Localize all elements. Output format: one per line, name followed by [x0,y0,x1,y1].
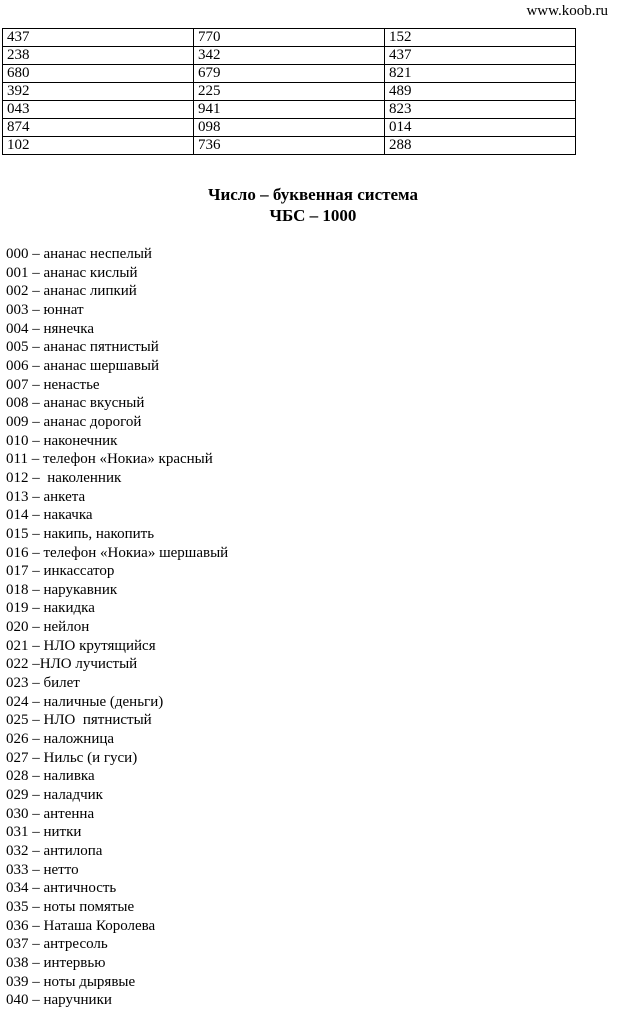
list-item: 017 – инкассатор [6,563,115,580]
list-item: 038 – интервью [6,954,106,971]
list-item: 009 – ананас дорогой [6,413,142,430]
table-row [3,29,576,47]
section-title [0,184,620,226]
table-cell: 014 [385,119,576,137]
list-item: 008 – ананас вкусный [6,395,145,412]
list-item: 002 – ананас липкий [6,283,137,300]
site-url: www.koob.ru [526,3,608,19]
list-item: 023 – билет [6,675,80,692]
table-row [3,137,576,155]
list-item: 014 – накачка [6,507,93,524]
list-item: 019 – накидка [6,600,95,617]
table-row [3,119,576,137]
list-item: 012 – наколенник [6,469,122,486]
list-item: 016 – телефон «Нокиа» шершавый [6,544,229,561]
list-item: 026 – наложница [6,731,115,748]
list-item: 006 – ананас шершавый [6,357,160,374]
list-item: 037 – антресоль [6,936,108,953]
list-item: 018 – нарукавник [6,581,118,598]
list-item: 034 – античность [6,880,117,897]
list-item: 032 – антилопа [6,843,103,859]
table-cell: 225 [194,83,385,101]
table-cell: 679 [194,65,385,83]
table-row [3,101,576,119]
table-cell: 437 [385,47,576,65]
list-item: 020 – нейлон [6,619,90,636]
list-item: 011 – телефон «Нокиа» красный [6,451,213,468]
table-cell: 098 [194,119,385,137]
table-cell: 342 [194,47,385,65]
list-item: 021 – НЛО крутящийся [6,637,156,654]
list-item: 028 – наливка [6,768,95,785]
code-list [6,245,228,1010]
section-title-line-1: Число – буквенная система [207,185,418,204]
list-item: 040 – наручники [6,992,112,1009]
list-item: 015 – накипь, накопить [6,525,155,542]
number-table [2,28,576,155]
list-item: 025 – НЛО пятнистый [6,712,152,729]
list-item: 003 – юннат [6,301,84,318]
list-item: 005 – ананас пятнистый [6,339,159,356]
table-cell: 941 [194,101,385,119]
table-row [3,83,576,101]
list-item: 031 – нитки [6,824,82,841]
table-cell: 821 [385,65,576,83]
table-cell: 152 [385,29,576,47]
list-item: 039 – ноты дырявые [6,973,136,990]
table-cell: 437 [3,29,194,47]
list-item: 000 – ананас неспелый [6,246,152,262]
list-item: 022 –НЛО лучистый [6,656,138,673]
list-item: 035 – ноты помятые [6,898,135,915]
list-item: 024 – наличные (деньги) [6,693,164,710]
table-cell: 823 [385,101,576,119]
table-cell: 043 [3,101,194,119]
list-item: 001 – ананас кислый [6,264,138,281]
list-item: 010 – наконечник [6,432,118,449]
list-item: 036 – Наташа Королева [6,917,156,934]
table-cell: 770 [194,29,385,47]
table-row [3,65,576,83]
table-cell: 288 [385,137,576,155]
table-cell: 392 [3,83,194,101]
table-cell: 102 [3,137,194,155]
list-item: 013 – анкета [6,488,86,505]
table-row [3,47,576,65]
list-item: 029 – наладчик [6,787,103,804]
list-item: 027 – Нильс (и гуси) [6,749,138,766]
table-cell: 489 [385,83,576,101]
list-item: 004 – нянечка [6,320,95,337]
table-cell: 680 [3,65,194,83]
table-cell: 874 [3,119,194,137]
table-cell: 736 [194,137,385,155]
number-table-body [3,29,576,155]
list-item: 033 – нетто [6,861,79,878]
list-item: 030 – антенна [6,805,95,822]
list-item: 007 – ненастье [6,376,100,393]
section-title-line-2: ЧБС – 1000 [269,206,357,225]
table-cell: 238 [3,47,194,65]
